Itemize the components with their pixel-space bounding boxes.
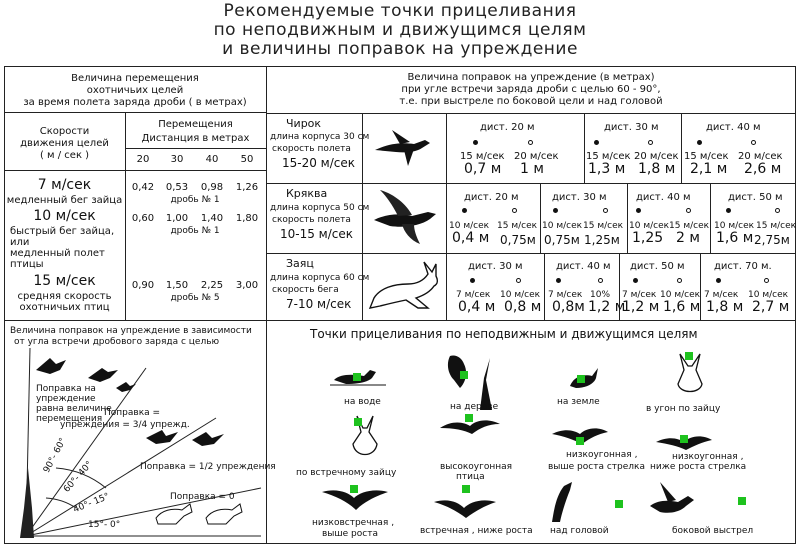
hare-c2-dist: дист. 40 м [556, 261, 611, 272]
frame-bottom [4, 543, 796, 544]
mallard-length: длина корпуса 50 см [270, 203, 370, 213]
hare-approaching-icon [345, 414, 385, 462]
teal-c3-b-val: 2,6 м [744, 161, 782, 177]
left-rule-2 [4, 170, 266, 171]
row2-v40: 1,40 [200, 213, 224, 224]
aim-label-hare-away: в угон по зайцу [646, 404, 721, 414]
aim-title: Точки прицеливания по неподвижным и движущимся целям [310, 327, 698, 341]
hare-speed: 7-10 м/сек [286, 297, 352, 311]
right-header-2: при угле встречи заряда дроби с целью 60 - 90°, [401, 84, 661, 95]
row2-speed: 10 м/сек [33, 208, 96, 224]
left-header-2: охотничьих целей [86, 85, 184, 96]
point-b-ring [648, 140, 653, 145]
point-b-ring [516, 278, 521, 283]
dist-40: 40 [205, 154, 219, 165]
row3-shot: дробь № 5 [170, 293, 220, 303]
aim-point [685, 352, 693, 360]
frame-right [795, 66, 796, 544]
hare-c4-dist: дист. 70 м. [714, 261, 772, 272]
angle-label-1: 90°- 60° [42, 436, 69, 475]
point-a-dot [697, 140, 702, 145]
left-rule-dist [125, 148, 266, 149]
frame-top [4, 66, 796, 67]
teal-cell-rule-1 [584, 113, 585, 183]
right-col-rule-a [362, 113, 363, 320]
row2-v20: 0,60 [131, 213, 155, 224]
aim-point [350, 485, 358, 493]
point-a-dot [636, 208, 641, 213]
teal-c1-a-val: 0,7 м [464, 161, 502, 177]
row2-desc-2: или [10, 237, 30, 248]
hare-c2-b-val: 1,2 м [588, 299, 626, 315]
point-b-ring [603, 208, 608, 213]
teal-c2-a-val: 1,3 м [588, 161, 626, 177]
aim-point [680, 435, 688, 443]
point-a-dot [726, 208, 731, 213]
aim-point [460, 371, 468, 379]
teal-length: длина корпуса 30 см [270, 132, 370, 142]
row1-desc: медленный бег зайца [6, 195, 123, 206]
row3-v30: 1,50 [165, 280, 189, 291]
left-rule-1 [4, 112, 266, 113]
teal-c1-dist: дист. 20 м [480, 122, 535, 133]
aim-label-lowlow-2: ниже роста стрелка [650, 462, 747, 472]
mallard-c2-b-val: 1,25м [584, 233, 620, 247]
teal-speed-label: скорость полета [272, 144, 351, 154]
aim-label-hare-toward: по встречному зайцу [296, 468, 397, 478]
frame-divider-horizontal [4, 320, 796, 321]
col-speed-2: движения целей [20, 138, 109, 149]
note-half: Поправка = 1/2 упреждения [140, 462, 276, 472]
mallard-c4-b-val: 2,75м [754, 233, 790, 247]
mallard-c3-a-speed: 10 м/сек [629, 221, 670, 231]
aim-label-overhead: над головой [550, 526, 609, 536]
hare-c4-a-speed: 7 м/сек [704, 290, 739, 300]
mallard-flying-icon [370, 186, 442, 248]
col-speed-3: ( м / сек ) [39, 150, 90, 161]
title-line-3: и величины поправок на упреждение [222, 39, 578, 59]
point-b-ring [775, 208, 780, 213]
hare-c4-b-speed: 10 м/сек [748, 290, 789, 300]
aim-label-high-1: высокоугонная [440, 462, 513, 472]
aim-label-tree: на дереве [450, 402, 499, 412]
point-b-ring [751, 140, 756, 145]
hare-c3-a-val: 1,2 м [622, 299, 660, 315]
hare-c1-b-val: 0,8 м [504, 299, 542, 315]
teal-c1-a-speed: 15 м/сек [460, 151, 505, 162]
angle-title-1: Величина поправок на упреждение в зависимости [10, 326, 252, 336]
mallard-cell-rule-2 [627, 183, 628, 253]
hare-c2-a-speed: 7 м/сек [548, 290, 583, 300]
angle-diagram [6, 348, 264, 542]
dist-20: 20 [136, 154, 150, 165]
row2-v50: 1,80 [235, 213, 259, 224]
aim-label-lowhigh-2: выше роста стрелка [548, 462, 645, 472]
point-a-dot [473, 140, 478, 145]
point-b-ring [528, 140, 533, 145]
teal-c3-a-val: 2,1 м [690, 161, 728, 177]
aim-point [465, 414, 473, 422]
row1-v40: 0,98 [200, 182, 224, 193]
mallard-c3-b-speed: 15 м/сек [669, 221, 710, 231]
mallard-c3-a-val: 1,25 [632, 230, 664, 246]
teal-c1-b-speed: 20 м/сек [514, 151, 559, 162]
aim-label-lowlow-1: низкоугонная , [672, 452, 744, 462]
left-header-3: за время полета заряда дроби ( в метрах) [23, 97, 247, 108]
row2-desc-3: медленный полет [10, 248, 105, 259]
point-a-dot [553, 208, 558, 213]
point-a-dot [462, 208, 467, 213]
teal-c3-dist: дист. 40 м [706, 122, 761, 133]
point-b-ring [686, 208, 691, 213]
hare-name: Заяц [286, 257, 314, 270]
row3-speed: 15 м/сек [33, 273, 96, 289]
teal-c2-b-speed: 20 м/сек [634, 151, 679, 162]
point-b-ring [512, 208, 517, 213]
row3-desc-1: средняя скорость [17, 291, 112, 302]
hare-c4-b-val: 2,7 м [752, 299, 790, 315]
aim-point [576, 437, 584, 445]
mallard-c4-dist: дист. 50 м [728, 192, 783, 203]
aim-label-side: боковой выстрел [672, 526, 754, 536]
right-header-1: Величина поправок на упреждение (в метрах) [407, 72, 655, 83]
point-b-ring [598, 278, 603, 283]
bird-on-tree-icon [440, 350, 500, 410]
aim-label-lowinc-1: низковстречная , [312, 518, 395, 528]
mallard-c1-dist: дист. 20 м [464, 192, 519, 203]
note-full-3: равна величине [36, 404, 112, 414]
row2-v30: 1,00 [165, 213, 189, 224]
mallard-speed-label: скорость полета [272, 215, 351, 225]
mallard-c2-a-speed: 10 м/сек [542, 221, 583, 231]
side-shot-duck-icon [646, 478, 696, 524]
mallard-c1-b-val: 0,75м [500, 233, 536, 247]
note-full-4: перемещения [36, 414, 103, 424]
aim-label-ground: на земле [557, 397, 600, 407]
teal-speed: 15-20 м/сек [282, 156, 356, 170]
mallard-cell-rule-1 [540, 183, 541, 253]
aim-point [577, 375, 585, 383]
hare-c3-dist: дист. 50 м [630, 261, 685, 272]
left-header-1: Величина перемещения [71, 73, 199, 84]
row3-desc-2: охотничьих птиц [19, 302, 110, 313]
row1-v50: 1,26 [235, 182, 259, 193]
note-34-1: Поправка = [104, 408, 161, 418]
angle-title-2: от угла встречи дробового заряда с целью [14, 337, 220, 347]
hare-c2-a-val: 0,8м [552, 299, 585, 315]
aim-point [462, 485, 470, 493]
mallard-c2-b-speed: 15 м/сек [583, 221, 624, 231]
row1-v20: 0,42 [131, 182, 155, 193]
hare-c3-b-val: 1,6 м [663, 299, 701, 315]
aim-label-lowhigh-1: низкоугонная , [566, 450, 638, 460]
aim-label-high-2: птица [456, 472, 485, 482]
point-a-dot [594, 140, 599, 145]
mallard-c4-a-speed: 10 м/сек [714, 221, 755, 231]
mallard-c3-b-val: 2 м [676, 230, 700, 246]
right-rule-1 [266, 113, 796, 114]
right-col-rule-b [446, 113, 447, 320]
point-a-dot [556, 278, 561, 283]
col-dist: Дистанция в метрах [141, 133, 250, 144]
aim-label-inclow: встречная , ниже роста [420, 526, 533, 536]
right-header-3: т.е. при выстреле по боковой цели и над головой [399, 96, 663, 107]
mallard-c4-b-speed: 15 м/сек [756, 221, 797, 231]
mallard-c1-b-speed: 15 м/сек [497, 221, 538, 231]
teal-c1-b-val: 1 м [520, 161, 544, 177]
row3-v50: 3,00 [235, 280, 259, 291]
row3-v20: 0,90 [131, 280, 155, 291]
point-b-ring [677, 278, 682, 283]
note-34-2: упреждения = 3/4 упрежд. [60, 420, 190, 430]
aim-point [354, 418, 362, 426]
hare-c1-dist: дист. 30 м [468, 261, 523, 272]
hare-running-icon [366, 258, 446, 314]
dist-30: 30 [170, 154, 184, 165]
row2-desc-4: птицы [10, 259, 44, 270]
incoming-low-bird-icon [434, 496, 496, 520]
point-a-dot [716, 278, 721, 283]
teal-c2-a-speed: 15 м/сек [586, 151, 631, 162]
title-line-1: Рекомендуемые точки прицеливания [223, 1, 577, 21]
col-move: Перемещения [158, 119, 233, 130]
point-a-dot [633, 278, 638, 283]
hare-c1-a-speed: 7 м/сек [456, 290, 491, 300]
overhead-bird-icon [548, 480, 578, 524]
angle-label-3: 40°- 15° [72, 491, 111, 516]
hare-c2-b-speed: 10% [590, 290, 611, 300]
mallard-c1-a-val: 0,4 м [452, 230, 490, 246]
mallard-c2-a-val: 0,75м [544, 233, 580, 247]
hare-c3-a-speed: 7 м/сек [622, 290, 657, 300]
col-speed-1: Скорости [39, 126, 90, 137]
aim-label-water: на воде [344, 397, 381, 407]
note-zero: Поправка = 0 [170, 492, 235, 502]
hare-c1-b-speed: 10 м/сек [500, 290, 541, 300]
teal-name: Чирок [286, 117, 322, 130]
hare-length: длина корпуса 60 см [270, 273, 370, 283]
right-rule-3 [266, 253, 796, 254]
angle-label-2: 60°- 40° [62, 459, 95, 495]
teal-c2-dist: дист. 30 м [604, 122, 659, 133]
row1-speed: 7 м/сек [37, 177, 92, 193]
mallard-name: Кряква [286, 187, 328, 200]
hare-c3-b-speed: 10 м/сек [660, 290, 701, 300]
row2-desc-1: быстрый бег зайца, [10, 226, 115, 237]
aim-label-lowinc-2: выше роста [322, 529, 378, 539]
aim-point [738, 497, 746, 505]
teal-c3-b-speed: 20 м/сек [738, 151, 783, 162]
hare-cell-rule-1 [544, 253, 545, 320]
title-line-2: по неподвижным и движущимся целям [213, 20, 587, 40]
row3-v40: 2,25 [200, 280, 224, 291]
point-b-ring [764, 278, 769, 283]
point-a-dot [470, 278, 475, 283]
aim-point [615, 500, 623, 508]
row1-v30: 0,53 [165, 182, 189, 193]
hare-c1-a-val: 0,4 м [458, 299, 496, 315]
teal-flying-icon [370, 122, 440, 172]
mallard-cell-rule-3 [710, 183, 711, 253]
hare-c4-a-val: 1,8 м [706, 299, 744, 315]
note-full-1: Поправка на [36, 384, 96, 394]
teal-c3-a-speed: 15 м/сек [684, 151, 729, 162]
right-rule-2 [266, 183, 796, 184]
aim-point [353, 373, 361, 381]
mallard-c3-dist: дист. 40 м [636, 192, 691, 203]
note-full-2: упреждение [36, 394, 96, 404]
mallard-speed: 10-15 м/сек [280, 227, 354, 241]
mallard-c1-a-speed: 10 м/сек [449, 221, 490, 231]
mallard-c2-dist: дист. 30 м [552, 192, 607, 203]
row1-shot: дробь № 1 [170, 195, 220, 205]
row2-shot: дробь № 1 [170, 226, 220, 236]
angle-label-4: 15°- 0° [88, 520, 121, 530]
teal-c2-b-val: 1,8 м [638, 161, 676, 177]
hare-speed-label: скорость бега [272, 285, 339, 295]
mallard-c4-a-val: 1,6 м [716, 230, 754, 246]
teal-cell-rule-2 [681, 113, 682, 183]
dist-50: 50 [240, 154, 254, 165]
